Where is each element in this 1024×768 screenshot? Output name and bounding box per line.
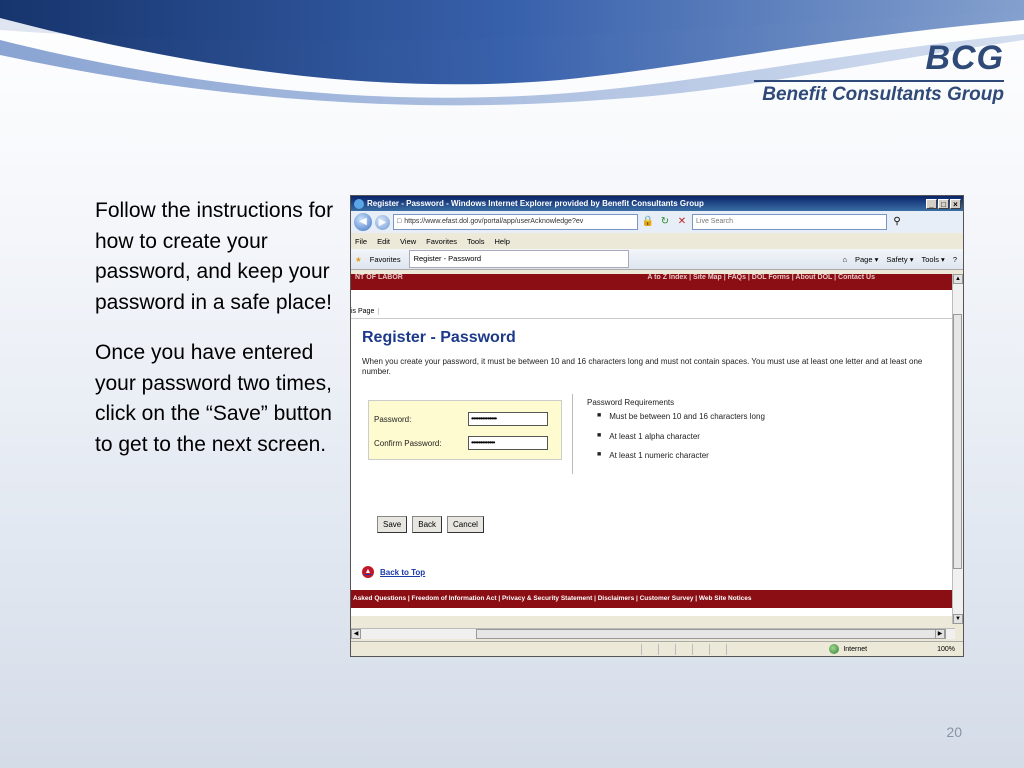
banner-site-name: NT OF LABOR (355, 274, 403, 281)
address-input[interactable] (393, 214, 638, 230)
page-menu[interactable]: Page ▾ (854, 254, 879, 264)
favorites-bar (351, 249, 963, 270)
scroll-right-icon[interactable]: ▶ (935, 629, 945, 639)
footer-links[interactable]: Asked Questions | Freedom of Information Act | Privacy & Security Statement | Disclaimers | Customer Survey | Web Site Notices (351, 590, 955, 608)
requirement-item: ■ At least 1 alpha character (597, 431, 700, 441)
logo-name: Benefit Consultants Group (762, 84, 1004, 105)
menu-bar (351, 233, 963, 249)
up-arrow-icon: ▲ (362, 566, 374, 578)
requirements-list (587, 412, 765, 471)
menu-favorites[interactable]: Favorites (426, 236, 457, 246)
menu-view[interactable]: View (400, 236, 417, 246)
scroll-up-icon[interactable]: ▲ (953, 274, 963, 284)
page-content (351, 274, 955, 616)
tab-title: Register - Password (413, 254, 482, 263)
menu-file[interactable]: File (355, 236, 368, 246)
instruction-paragraph-2: Once you have entered your password two times, click on the “Save” button to get to the next screen. (95, 341, 332, 456)
slide-body-text (95, 196, 335, 480)
tools-menu[interactable]: Tools ▾ (921, 254, 945, 264)
scroll-down-icon[interactable]: ▼ (953, 614, 963, 624)
browser-window (350, 195, 964, 657)
form-buttons (377, 516, 484, 533)
cancel-button[interactable]: Cancel (447, 516, 484, 533)
logo-rule (754, 80, 1004, 82)
password-form (351, 377, 955, 487)
horizontal-scroll-thumb[interactable] (476, 629, 946, 639)
safety-menu[interactable]: Safety ▾ (886, 254, 914, 264)
menu-edit[interactable]: Edit (377, 236, 391, 246)
menu-help[interactable]: Help (494, 236, 510, 246)
logo-mark: BCG (925, 39, 1004, 77)
horizontal-scrollbar[interactable] (351, 628, 955, 639)
site-banner (351, 274, 955, 290)
address-value: https://www.efast.dol.gov/portal/app/userAcknowledge?ev (404, 218, 584, 225)
page-tab-strip (351, 290, 955, 319)
search-icon[interactable]: ⚲ (893, 216, 901, 227)
company-logo (754, 40, 1004, 106)
slide-page-number: 20 (946, 724, 962, 740)
help-icon[interactable]: ? (952, 254, 957, 264)
requirement-item: ■ At least 1 numeric character (597, 451, 709, 460)
browser-tab[interactable] (409, 250, 629, 268)
vertical-scroll-thumb[interactable] (953, 314, 962, 569)
search-input[interactable]: Live Search (692, 214, 887, 230)
globe-icon (829, 644, 839, 654)
browser-titlebar (351, 196, 963, 211)
forward-arrow-icon[interactable]: ▶ (375, 215, 390, 230)
favorites-button[interactable]: Favorites (369, 254, 401, 264)
scroll-left-icon[interactable]: ◀ (351, 629, 361, 639)
page-title: Register - Password (362, 329, 516, 346)
ie-icon (354, 199, 364, 209)
password-input[interactable]: •••••••••••••• (468, 412, 548, 426)
password-instructions: When you create your password, it must be between 10 and 16 characters long and must not contain spaces. You must use at least one letter and at least one number. (362, 357, 923, 376)
instruction-paragraph-1: Follow the instructions for how to create your password, and keep your password in a safe place! (95, 199, 334, 314)
back-to-top-link[interactable] (362, 566, 425, 578)
status-bar (351, 641, 963, 656)
confirm-password-input[interactable]: ••••••••••••• (468, 436, 548, 450)
back-button[interactable]: Back (412, 516, 442, 533)
menu-tools[interactable]: Tools (467, 236, 485, 246)
lock-icon[interactable]: 🔒 (641, 216, 655, 227)
back-to-top-label: Back to Top (380, 567, 426, 577)
save-button[interactable]: Save (377, 516, 407, 533)
minimize-button[interactable]: _ (926, 199, 937, 209)
page-icon: □ (397, 218, 402, 225)
refresh-icon[interactable]: ↻ (660, 216, 670, 227)
security-zone: Internet (843, 645, 868, 653)
star-icon[interactable]: ★ (355, 254, 362, 264)
vertical-scrollbar[interactable] (952, 274, 963, 624)
requirements-divider (572, 394, 573, 474)
password-label: Password: (374, 415, 412, 424)
maximize-button[interactable]: □ (938, 199, 949, 209)
password-fields-box (368, 400, 562, 460)
close-window-button[interactable]: × (950, 199, 961, 209)
requirements-title: Password Requirements (587, 398, 675, 407)
banner-links[interactable]: A to Z Index | Site Map | FAQs | DOL Forms | About DOL | Contact Us (647, 274, 875, 281)
confirm-password-label: Confirm Password: (374, 439, 442, 448)
back-arrow-icon[interactable]: ◀ (354, 213, 372, 231)
page-crumb[interactable]: is Page (351, 308, 379, 315)
stop-icon[interactable]: ✕ (677, 216, 687, 227)
requirement-item: ■ Must be between 10 and 16 characters long (597, 412, 765, 421)
address-bar-row (351, 211, 963, 233)
status-cells (641, 644, 743, 655)
home-icon[interactable]: ⌂ (842, 254, 847, 264)
zoom-level[interactable]: 100% (937, 645, 955, 653)
browser-title: Register - Password - Windows Internet Explorer provided by Benefit Consultants Group (367, 199, 704, 208)
